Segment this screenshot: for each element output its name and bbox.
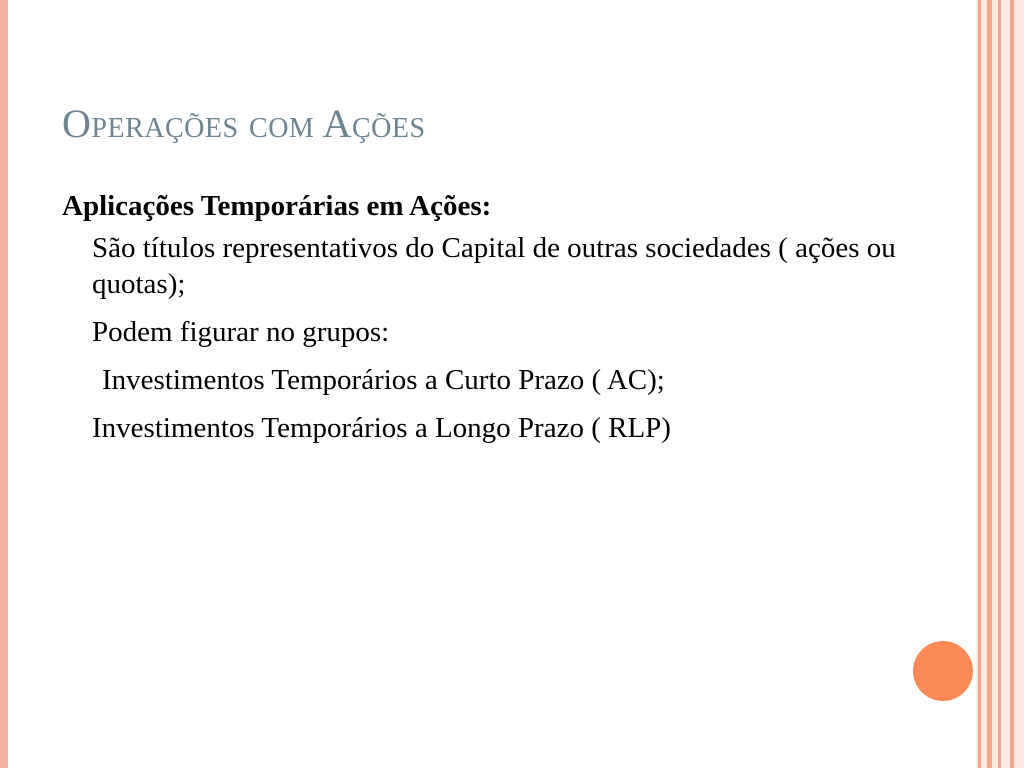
right-border-line <box>987 0 992 768</box>
right-border-line <box>998 0 1001 768</box>
left-border-bar <box>0 0 8 768</box>
slide-title: Operações com Ações <box>62 101 426 146</box>
slide-body <box>62 188 922 458</box>
body-item: Podem figurar no grupos: <box>92 316 390 348</box>
section-heading: Aplicações Temporárias em Ações: <box>62 190 492 222</box>
right-border-line <box>978 0 981 768</box>
accent-circle <box>913 641 973 701</box>
body-item: Investimentos Temporários a Curto Prazo ( AC); <box>102 364 665 396</box>
body-item: Investimentos Temporários a Longo Prazo ( RLP) <box>92 412 671 444</box>
body-item: São títulos representativos do Capital de outras sociedades ( ações ou quotas); <box>92 232 896 300</box>
right-border-line <box>1010 0 1014 768</box>
